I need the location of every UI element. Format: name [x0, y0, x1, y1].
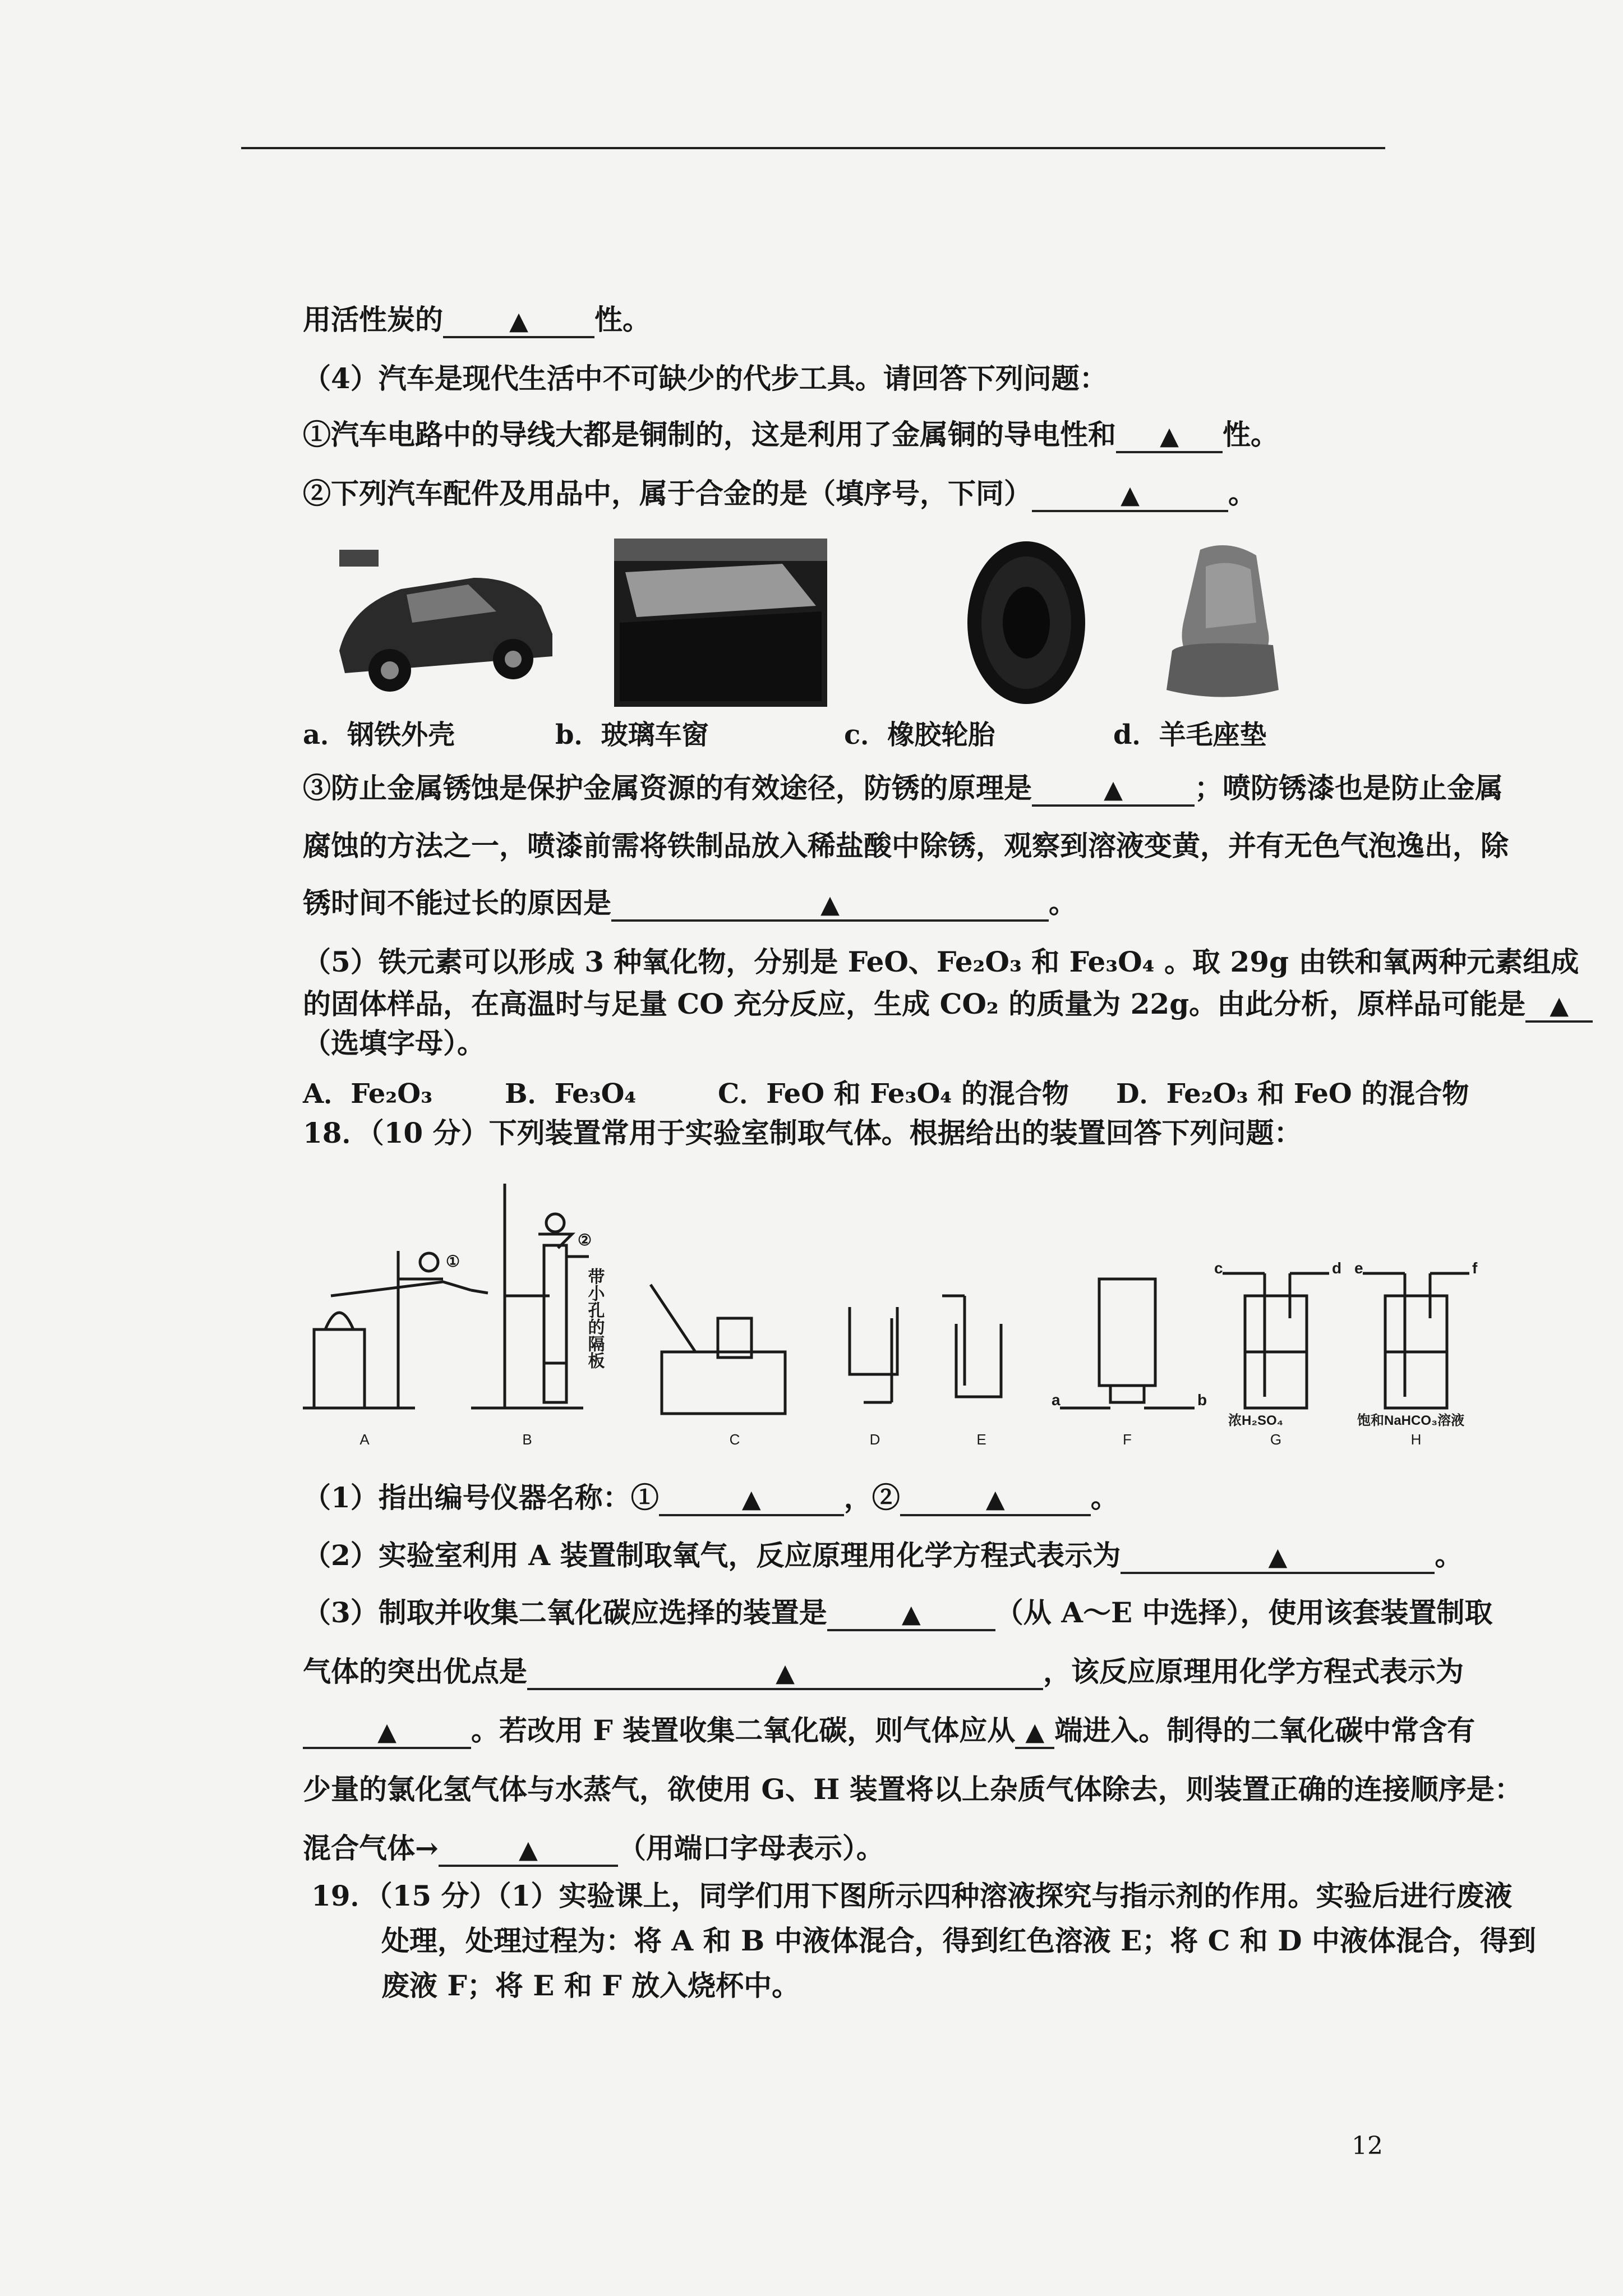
- text-line: 用活性炭的 ▲ 性。: [303, 303, 651, 338]
- question-19-line1: 19．（15 分）（1）实验课上，同学们用下图所示四种溶液探究与指示剂的作用。实验后进行废液: [311, 1879, 1513, 1912]
- answer-blank[interactable]: ▲: [439, 1834, 618, 1867]
- question-4-2: ②下列汽车配件及用品中，属于合金的是（填序号，下同） ▲ 。: [303, 477, 1256, 512]
- question-18-3-line4: 少量的氯化氢气体与水蒸气，欲使用 G、H 装置将以上杂质气体除去，则装置正确的连接顺序是：: [303, 1773, 1523, 1806]
- question-5-line2: 的固体样品，在高温时与足量 CO 充分反应，生成 CO₂ 的质量为 22g。由此分析，原样品可能是 ▲: [303, 987, 1593, 1023]
- port-a: a: [1052, 1391, 1061, 1409]
- port-d: d: [1332, 1259, 1342, 1277]
- answer-blank[interactable]: ▲: [611, 889, 1049, 922]
- answer-blank[interactable]: ▲: [1032, 774, 1195, 807]
- question-18-3-line3: ▲ 。若改用 F 装置收集二氧化碳，则气体应从 ▲ 端进入。制得的二氧化碳中常含有: [303, 1714, 1475, 1749]
- label-h: H: [1410, 1431, 1422, 1447]
- page-number: 12: [1352, 2132, 1383, 2160]
- option-a-caption: a．钢铁外壳: [303, 719, 455, 751]
- apparatus-c: [651, 1285, 785, 1414]
- label-d: D: [869, 1431, 880, 1447]
- label-a: A: [359, 1431, 370, 1447]
- wool-seat-photo: [1161, 539, 1284, 707]
- answer-blank[interactable]: ▲: [1116, 420, 1223, 453]
- car-body-photo: [328, 539, 564, 707]
- question-18-2: （2）实验室利用 A 装置制取氧气，反应原理用化学方程式表示为 ▲ 。: [303, 1539, 1463, 1574]
- b-partition-label: 带小孔的隔板: [585, 1268, 604, 1369]
- glass-window-photo: [614, 539, 827, 707]
- port-b: b: [1197, 1391, 1207, 1409]
- g-reagent: 浓H₂SO₄: [1228, 1413, 1284, 1428]
- port-e: e: [1354, 1259, 1363, 1277]
- label-f: F: [1123, 1431, 1132, 1447]
- choice-c: C．FeO 和 Fe₃O₄ 的混合物: [718, 1078, 1069, 1110]
- option-b-caption: b．玻璃车窗: [555, 719, 709, 751]
- answer-blank[interactable]: ▲: [827, 1598, 995, 1631]
- question-4-1: ①汽车电路中的导线大都是铜制的，这是利用了金属铜的导电性和 ▲ 性。: [303, 418, 1279, 453]
- question-18-1: （1）指出编号仪器名称：① ▲ ，② ▲ 。: [303, 1481, 1119, 1516]
- h-reagent: 饱和NaHCO₃溶液: [1357, 1413, 1465, 1428]
- label-g: G: [1270, 1431, 1282, 1447]
- answer-blank[interactable]: ▲: [1121, 1541, 1435, 1574]
- question-4-3-line2: 腐蚀的方法之一，喷漆前需将铁制品放入稀盐酸中除锈，观察到溶液变黄，并有无色气泡逸出，除: [303, 829, 1509, 862]
- choice-d: D．Fe₂O₃ 和 FeO 的混合物: [1116, 1078, 1469, 1110]
- question-18-3-line1: （3）制取并收集二氧化碳应选择的装置是 ▲ （从 A～E 中选择），使用该套装置制取: [303, 1596, 1493, 1631]
- mark-two: ②: [578, 1231, 592, 1249]
- option-c-caption: c．橡胶轮胎: [844, 719, 995, 751]
- apparatus-e: [942, 1296, 1001, 1397]
- question-18-3-line2: 气体的突出优点是 ▲ ，该反应原理用化学方程式表示为: [303, 1655, 1464, 1690]
- apparatus-diagram: [303, 1184, 1525, 1447]
- answer-blank[interactable]: ▲: [1032, 479, 1228, 512]
- question-19-line2: 处理，处理过程为：将 A 和 B 中液体混合，得到红色溶液 E；将 C 和 D 中液体混合，得到: [381, 1924, 1536, 1957]
- port-f: f: [1472, 1259, 1478, 1277]
- apparatus-h: [1363, 1273, 1469, 1408]
- question-4-intro: （4）汽车是现代生活中不可缺少的代步工具。请回答下列问题：: [303, 362, 1108, 395]
- question-5-line3: （选填字母）。: [303, 1027, 485, 1060]
- apparatus-f: [1060, 1279, 1195, 1408]
- question-18-header: 18．（10 分）下列装置常用于实验室制取气体。根据给出的装置回答下列问题：: [303, 1116, 1302, 1149]
- answer-blank[interactable]: ▲: [659, 1483, 844, 1516]
- answer-blank[interactable]: ▲: [1015, 1716, 1054, 1749]
- apparatus-g: [1223, 1273, 1329, 1408]
- question-4-3-line1: ③防止金属锈蚀是保护金属资源的有效途径，防锈的原理是 ▲ ；喷防锈漆也是防止金属: [303, 771, 1503, 807]
- answer-blank[interactable]: ▲: [303, 1716, 471, 1749]
- apparatus-b: [471, 1184, 589, 1408]
- question-19-line3: 废液 F；将 E 和 F 放入烧杯中。: [381, 1969, 800, 2002]
- question-4-3-line3: 锈时间不能过长的原因是 ▲ 。: [303, 886, 1077, 922]
- answer-blank[interactable]: ▲: [1525, 990, 1593, 1023]
- choice-a: A．Fe₂O₃: [303, 1078, 433, 1110]
- answer-blank[interactable]: ▲: [527, 1657, 1043, 1690]
- choice-b: B．Fe₃O₄: [505, 1078, 637, 1110]
- option-d-caption: d．羊毛座垫: [1113, 719, 1267, 751]
- question-5-line1: （5）铁元素可以形成 3 种氧化物，分别是 FeO、Fe₂O₃ 和 Fe₃O₄ 。取 29g 由铁和氧两种元素组成: [303, 945, 1579, 978]
- answer-blank[interactable]: ▲: [900, 1483, 1091, 1516]
- label-b: B: [522, 1431, 532, 1447]
- mark-one: ①: [446, 1253, 460, 1270]
- label-e: E: [976, 1431, 986, 1447]
- port-c: c: [1214, 1259, 1223, 1277]
- apparatus-a: [303, 1251, 488, 1408]
- rubber-tire-photo: [965, 539, 1088, 707]
- header-rule: [241, 147, 1385, 149]
- question-18-3-line5: 混合气体→ ▲ （用端口字母表示）。: [303, 1832, 884, 1867]
- apparatus-d: [850, 1307, 897, 1402]
- answer-blank[interactable]: ▲: [443, 305, 594, 338]
- label-c: C: [729, 1431, 740, 1447]
